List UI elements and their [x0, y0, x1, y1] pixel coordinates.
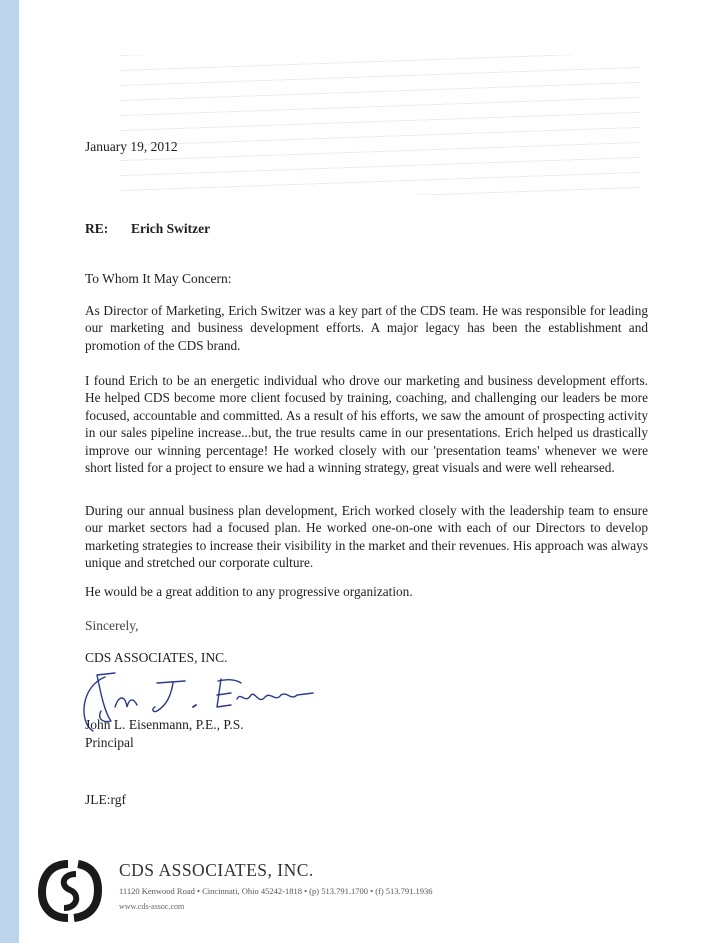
signer-title: Principal: [85, 735, 134, 750]
paragraph-1: As Director of Marketing, Erich Switzer was a key part of the CDS team. He was responsible for leading our marketing and business development efforts. A major legacy has been the establishment and promotion of the CDS brand.: [85, 303, 648, 353]
signer-block: [85, 716, 244, 752]
paragraph-4: He would be a great addition to any progressive organization.: [85, 584, 413, 599]
closing: Sincerely,: [85, 618, 139, 633]
cds-logo-icon: [38, 858, 102, 922]
footer-website: www.cds-assoc.com: [119, 902, 185, 911]
paragraph-3: During our annual business plan development, Erich worked closely with the leadership team to ensure our market sectors had a focused plan. He worked one-on-one with each of our Directors to develop marketing strategies to increase their visibility in the market and their revenues. His approach was always unique and stretched our corporate culture.: [85, 503, 648, 571]
letter-date: January 19, 2012: [85, 139, 178, 154]
bleed-through-text: [120, 55, 640, 195]
footer-company-name: CDS ASSOCIATES, INC.: [119, 860, 314, 880]
company-signature-line: CDS ASSOCIATES, INC.: [85, 650, 228, 665]
left-margin-bar: [0, 0, 19, 943]
typist-initials: JLE:rgf: [85, 792, 126, 807]
footer-address: 11120 Kenwood Road • Cincinnati, Ohio 45242-1818 • (p) 513.791.1700 • (f) 513.791.1936: [119, 886, 433, 896]
signer-name: John L. Eisenmann, P.E., P.S.: [85, 717, 244, 732]
salutation: To Whom It May Concern:: [85, 271, 232, 286]
paragraph-2: I found Erich to be an energetic individual who drove our marketing and business development efforts. He helped CDS become more client focused by training, coaching, and challenging our leaders be more focused, accountable and committed. As a result of his efforts, we saw the amount of prospecting activity in our sales pipeline increase...but, the true results came in our presentations. Erich helped us drastically improve our winning percentage! He worked closely with our 'presentation teams' whenever we were short listed for a project to ensure we had a winning strategy, great visuals and were well rehearsed.: [85, 373, 648, 476]
subject-label: RE:: [85, 221, 109, 236]
subject-line: [85, 221, 210, 237]
letterhead-footer: [0, 840, 728, 930]
subject-name: Erich Switzer: [131, 221, 211, 236]
